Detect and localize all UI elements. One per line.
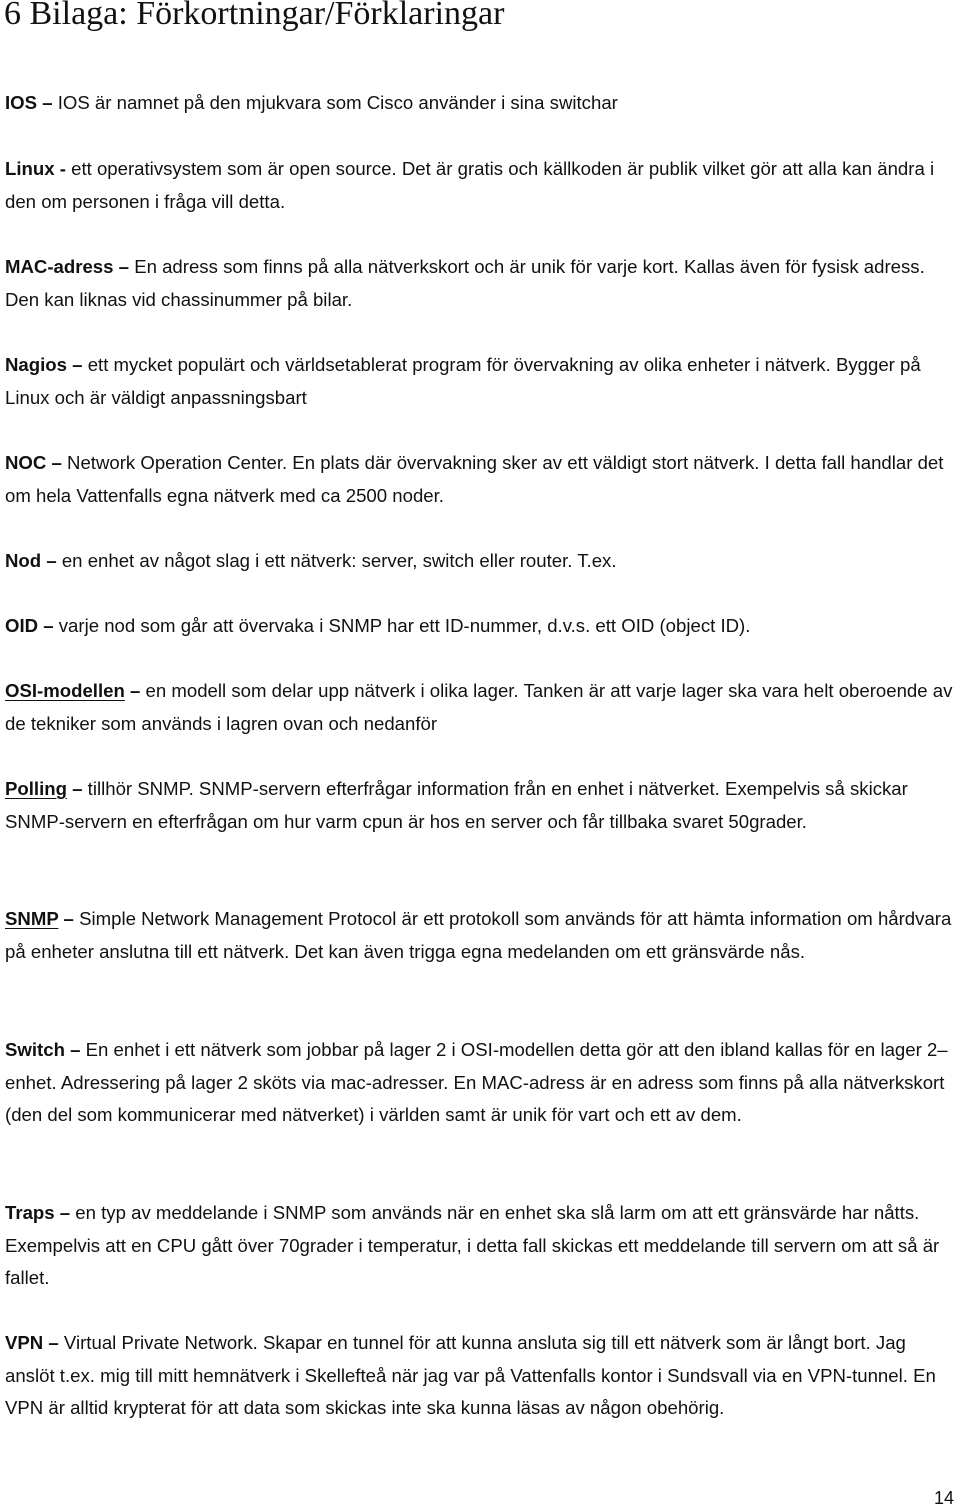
term-separator: - — [54, 158, 72, 179]
glossary-definition: Virtual Private Network. Skapar en tunnel för att kunna ansluta sig till ett nätverk som är långt bort. Jag anslöt t.ex. mig till mitt hemnätverk i Skellefteå när jag var på Vattenfalls kontor i Sundsvall via en VPN-tunnel. En VPN är alltid krypterat för att data som skickas inte ska kunna läsas av någon obehörig. — [5, 1332, 936, 1418]
glossary-entry-polling — [5, 773, 957, 838]
glossary-term: Switch — [5, 1039, 65, 1060]
glossary-term: Nod — [5, 550, 42, 571]
glossary-entry-nagios — [5, 349, 957, 414]
glossary-definition: tillhör SNMP. SNMP-servern efterfrågar information från en enhet i nätverket. Exempelvis så skickar SNMP-servern en efterfrågan om hur varm cpun är hos en server och får tillbaka svaret 50grader. — [5, 778, 908, 832]
glossary-entry-nod — [5, 545, 957, 578]
glossary-definition: IOS är namnet på den mjukvara som Cisco använder i sina switchar — [57, 92, 618, 113]
term-separator: – — [64, 1039, 86, 1060]
glossary-entry-ios — [5, 87, 957, 120]
glossary-entry-noc — [5, 447, 957, 512]
page-heading: 6 Bilaga: Förkortningar/Förklaringar — [4, 0, 505, 32]
term-separator: – — [37, 92, 58, 113]
term-separator: – — [113, 256, 135, 277]
glossary-entry-traps — [5, 1197, 957, 1295]
glossary-definition: en enhet av något slag i ett nätverk: server, switch eller router. T.ex. — [61, 550, 617, 571]
glossary-definition: varje nod som går att övervaka i SNMP har ett ID-nummer, d.v.s. ett OID (object ID). — [58, 615, 751, 636]
term-separator: – — [67, 354, 88, 375]
term-separator: – — [38, 615, 59, 636]
glossary-term: MAC-adress — [5, 256, 114, 277]
glossary-definition: en typ av meddelande i SNMP som används när en enhet ska slå larm om att ett gränsvärde har nåtts. Exempelvis att en CPU gått över 70grader i temperatur, i detta fall skickas ett meddelande till servern om att så är fallet. — [5, 1202, 940, 1288]
glossary-definition: En adress som finns på alla nätverkskort och är unik för varje kort. Kallas även för fysisk adress. Den kan liknas vid chassinummer på bilar. — [5, 256, 925, 310]
glossary-entry-snmp — [5, 903, 957, 968]
term-separator: – — [43, 1332, 64, 1353]
term-separator: – — [54, 1202, 76, 1223]
glossary-term: OID — [5, 615, 39, 636]
glossary-term: Nagios — [5, 354, 67, 375]
glossary-term: SNMP — [5, 908, 59, 929]
glossary-entry-osi-modellen — [5, 675, 957, 740]
glossary-definition: Simple Network Management Protocol är ett protokoll som används för att hämta information om hårdvara på enheter anslutna till ett nätverk. Det kan även trigga egna medelanden om ett gränsvärde nås. — [5, 908, 952, 962]
glossary-term: Linux — [5, 158, 55, 179]
glossary-term: OSI-modellen — [5, 680, 125, 701]
glossary-entry-linux — [5, 153, 957, 218]
glossary-term: VPN — [5, 1332, 44, 1353]
glossary-definition: en modell som delar upp nätverk i olika lager. Tanken är att varje lager ska vara helt oberoende av de tekniker som används i lagren ovan och nedanför — [5, 680, 953, 734]
term-separator: – — [46, 452, 68, 473]
term-separator: – — [58, 908, 80, 929]
glossary-definition: ett operativsystem som är open source. Det är gratis och källkoden är publik vilket gör att alla kan ändra i den om personen i fråga vill detta. — [5, 158, 935, 212]
term-separator: – — [41, 550, 62, 571]
glossary-definition: ett mycket populärt och världsetablerat program för övervakning av olika enheter i nätverk. Bygger på Linux och är väldigt anpassningsbart — [5, 354, 921, 408]
glossary-term: IOS — [5, 92, 38, 113]
glossary-term: Traps — [5, 1202, 55, 1223]
glossary-entry-switch — [5, 1034, 957, 1132]
page-number: 14 — [933, 1488, 954, 1508]
term-separator: – — [124, 680, 146, 701]
glossary-entry-oid — [5, 610, 957, 643]
glossary-term: NOC — [5, 452, 47, 473]
glossary-definition: En enhet i ett nätverk som jobbar på lager 2 i OSI-modellen detta gör att den ibland kallas för en lager 2–enhet. Adressering på lager 2 sköts via mac-adresser. En MAC-adress är en adress som finns på alla nätverkskort (den del som kommunicerar med nätverket) i världen samt är unik för vart och ett av dem. — [5, 1039, 948, 1125]
glossary-entry-vpn — [5, 1327, 957, 1425]
glossary-definition: Network Operation Center. En plats där övervakning sker av ett väldigt stort nätverk. I detta fall handlar det om hela Vattenfalls egna nätverk med ca 2500 noder. — [5, 452, 944, 506]
glossary-entry-mac-adress — [5, 251, 957, 316]
term-separator: – — [66, 778, 88, 799]
glossary-term: Polling — [5, 778, 67, 799]
